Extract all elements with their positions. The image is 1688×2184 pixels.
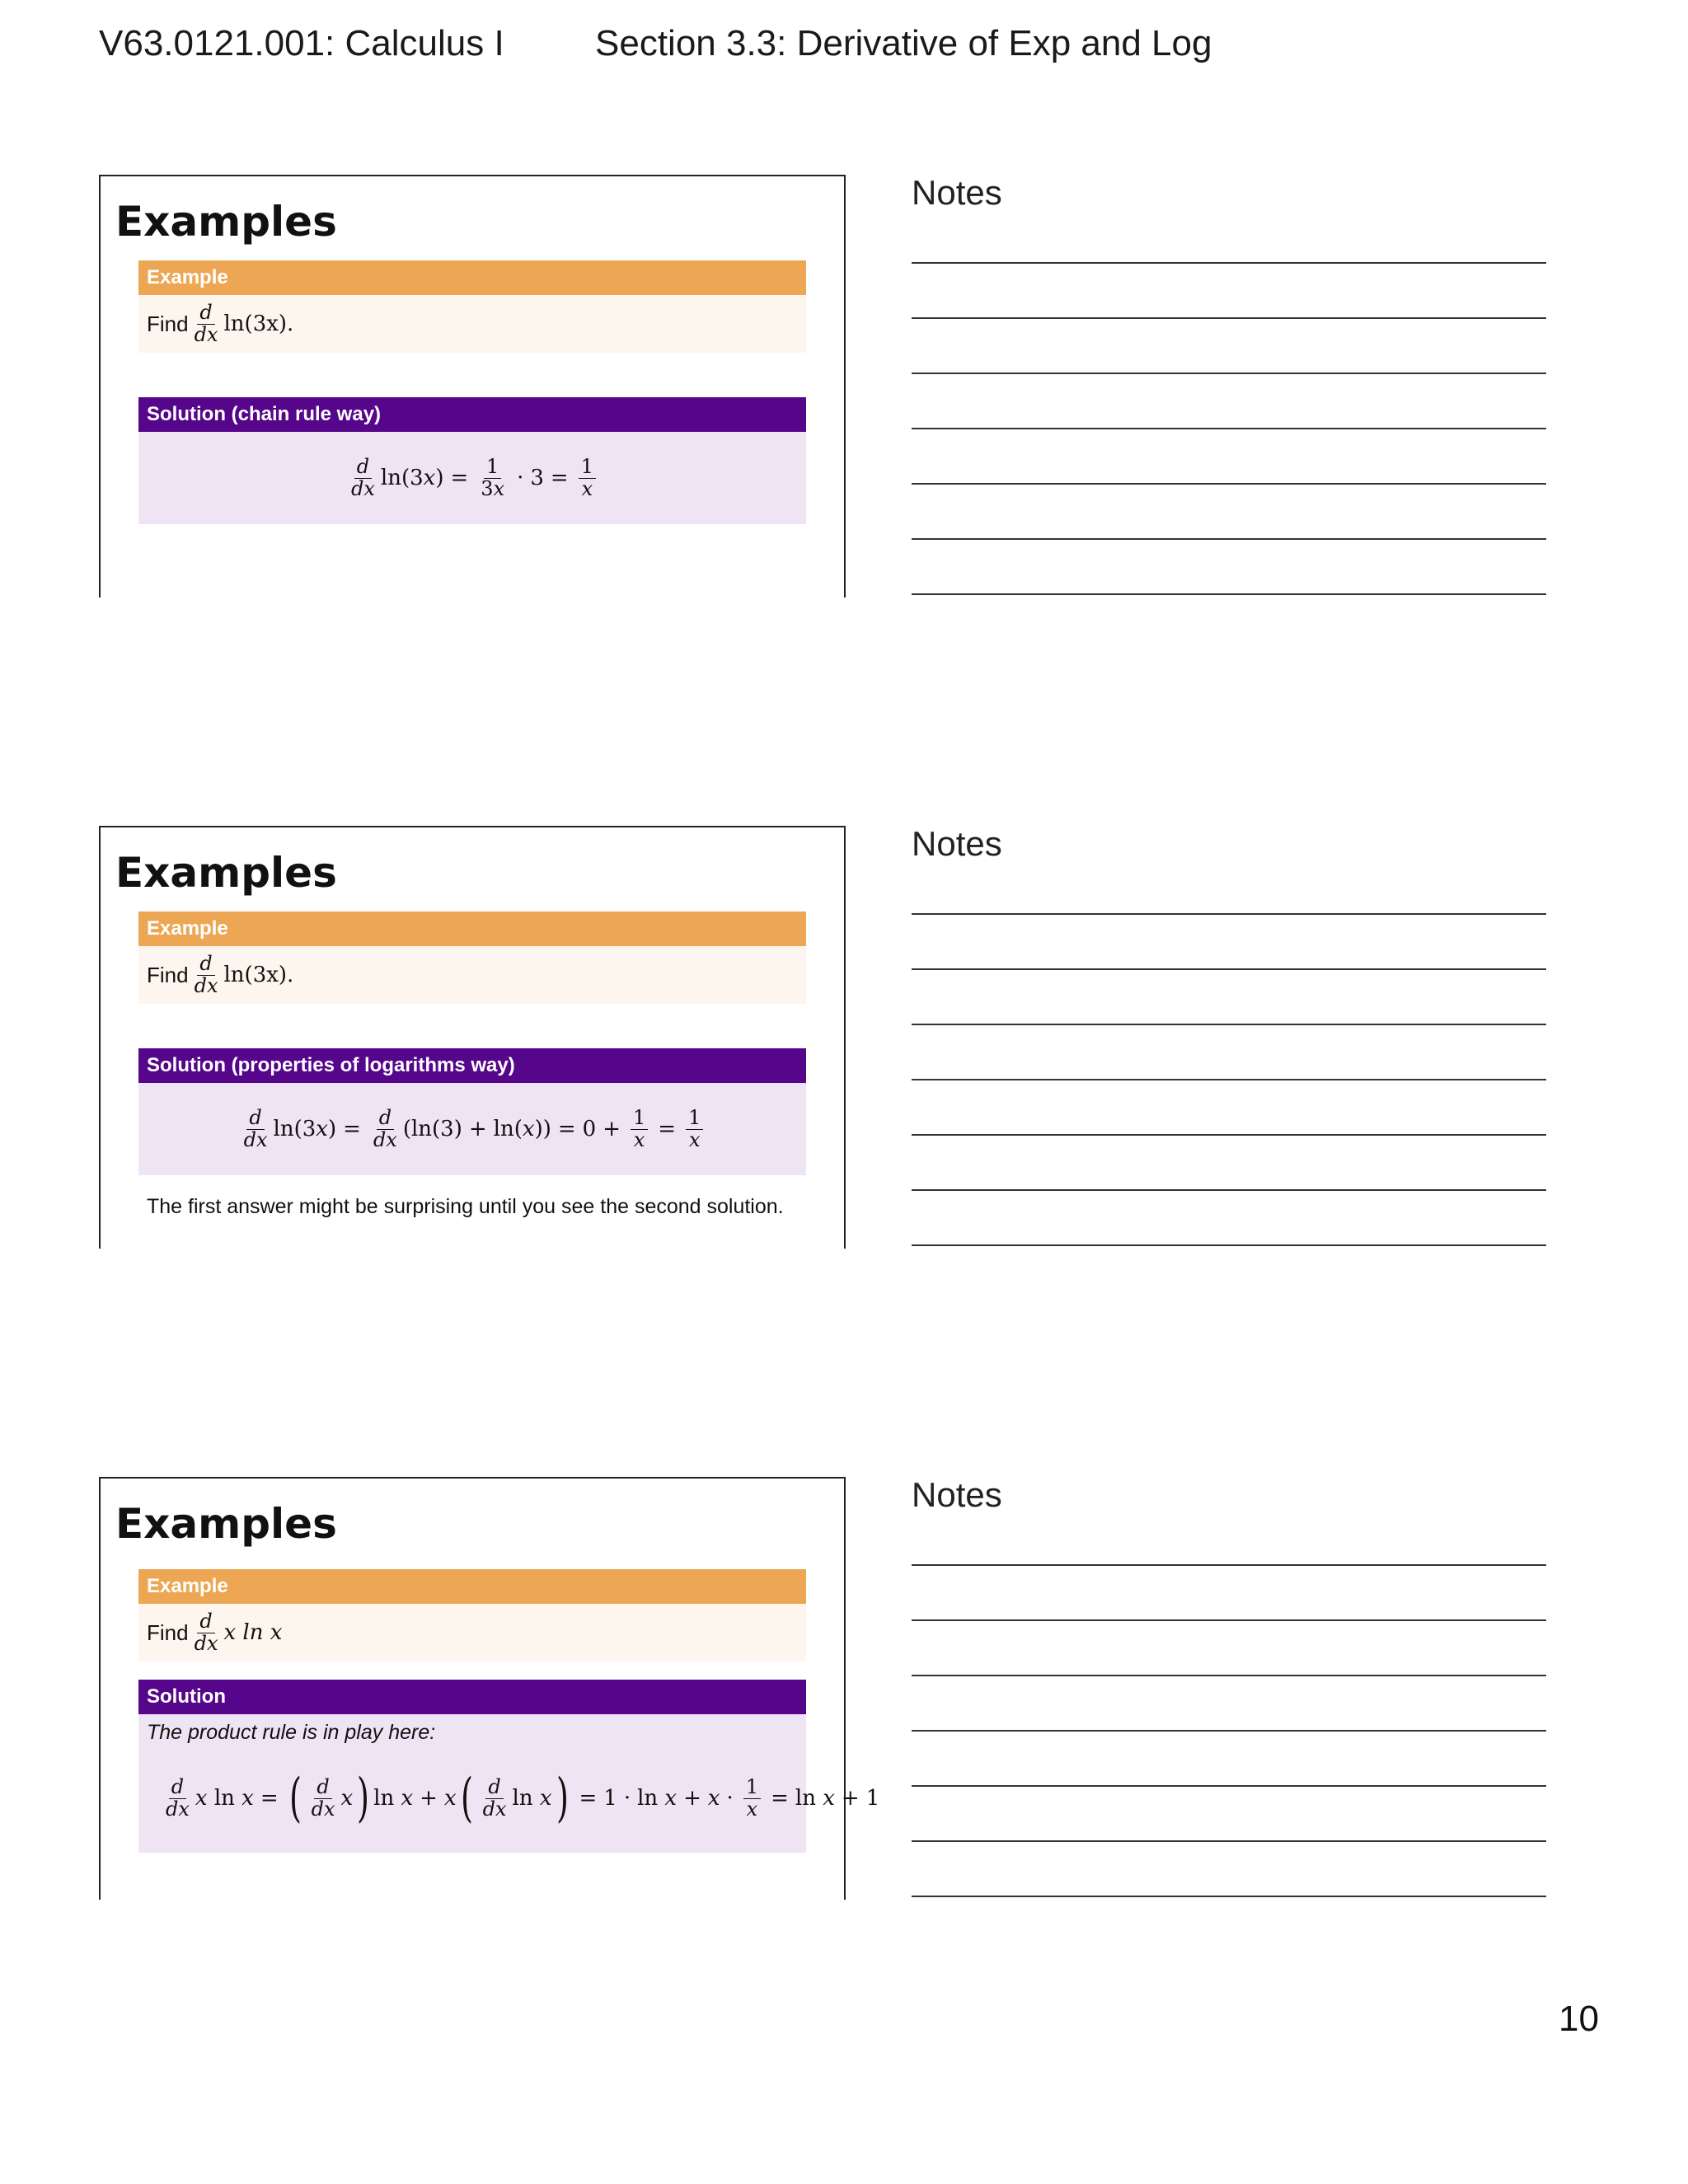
note-line [912, 538, 1546, 540]
notes-label: Notes [912, 824, 1002, 863]
example-expr: ln(3x). [223, 312, 294, 336]
example-math: $\frac{d}{dx}$ ln(3x). [194, 301, 294, 346]
note-line [912, 1189, 1546, 1191]
slide-1 [99, 175, 846, 598]
slide-title: Examples [115, 198, 337, 246]
solution-math-row [160, 1757, 879, 1840]
example-text: Find [147, 962, 189, 987]
example-body [138, 946, 806, 1004]
note-line [912, 483, 1546, 485]
example-expr: ln(3x). [223, 963, 294, 987]
example-body [138, 295, 806, 353]
slide-3 [99, 1477, 880, 1900]
note-line [912, 1785, 1546, 1787]
solution-body [138, 432, 806, 524]
note-line [912, 1134, 1546, 1136]
solution-body [138, 1083, 806, 1175]
solution-header: Solution [138, 1680, 806, 1714]
section-title: Section 3.3: Derivative of Exp and Log [595, 23, 1212, 63]
page-number: 10 [1559, 1999, 1599, 2039]
example-text: Find [147, 1619, 189, 1645]
note-line [912, 1730, 1546, 1732]
example-text: Find [147, 311, 189, 336]
note-line [912, 593, 1546, 595]
solution-math: $\frac{d}{dx}$ ln(3x) = $\frac{d}{dx}$ (ln(3) + ln(x)) = 0 + $\frac{1}{x}$ = $\frac{1}{x}$ [238, 1108, 707, 1150]
example-body [138, 1604, 806, 1661]
example-header: Example [138, 260, 806, 295]
course-title: V63.0121.001: Calculus I [99, 23, 504, 63]
example-header: Example [138, 912, 806, 946]
example-header: Example [138, 1569, 806, 1604]
note-line [912, 373, 1546, 374]
solution-header: Solution (properties of logarithms way) [138, 1048, 806, 1083]
note-line [912, 968, 1546, 970]
solution-header: Solution (chain rule way) [138, 397, 806, 432]
slide-title: Examples [115, 1500, 337, 1548]
example-expr: x ln x [223, 1620, 283, 1645]
note-line [912, 1619, 1546, 1621]
solution-math: $\frac{d}{dx}$ ln(3x) = $\frac{1}{3x}$ · 3 = $\frac{1}{x}$ [345, 457, 599, 499]
slide-2 [99, 826, 846, 1249]
solution-math: $\frac{d}{dx}$ x ln x = ( $\frac{d}{dx}$ x ) ln x + x ( $\frac{d}{dx}$ ln x ) = 1 · ln x + x · $\frac{1}{x}$ = ln x + 1 [166, 1768, 880, 1829]
notes-label: Notes [912, 173, 1002, 212]
note-line [912, 1564, 1546, 1566]
example-math: $\frac{d}{dx}$ x ln x [194, 1610, 283, 1655]
note-line [912, 317, 1546, 319]
solution-remark: The first answer might be surprising until you see the second solution. [147, 1195, 784, 1218]
note-line [912, 1840, 1546, 1842]
note-line [912, 262, 1546, 264]
solution-body [138, 1714, 880, 1853]
note-line [912, 1079, 1546, 1080]
note-line [912, 1896, 1546, 1897]
solution-intro: The product rule is in play here: [147, 1721, 436, 1744]
note-line [912, 428, 1546, 429]
example-math: $\frac{d}{dx}$ ln(3x). [194, 952, 294, 997]
note-line [912, 1244, 1546, 1246]
note-line [912, 1024, 1546, 1025]
note-line [912, 1675, 1546, 1676]
notes-label: Notes [912, 1475, 1002, 1514]
note-line [912, 913, 1546, 915]
slide-title: Examples [115, 849, 337, 897]
